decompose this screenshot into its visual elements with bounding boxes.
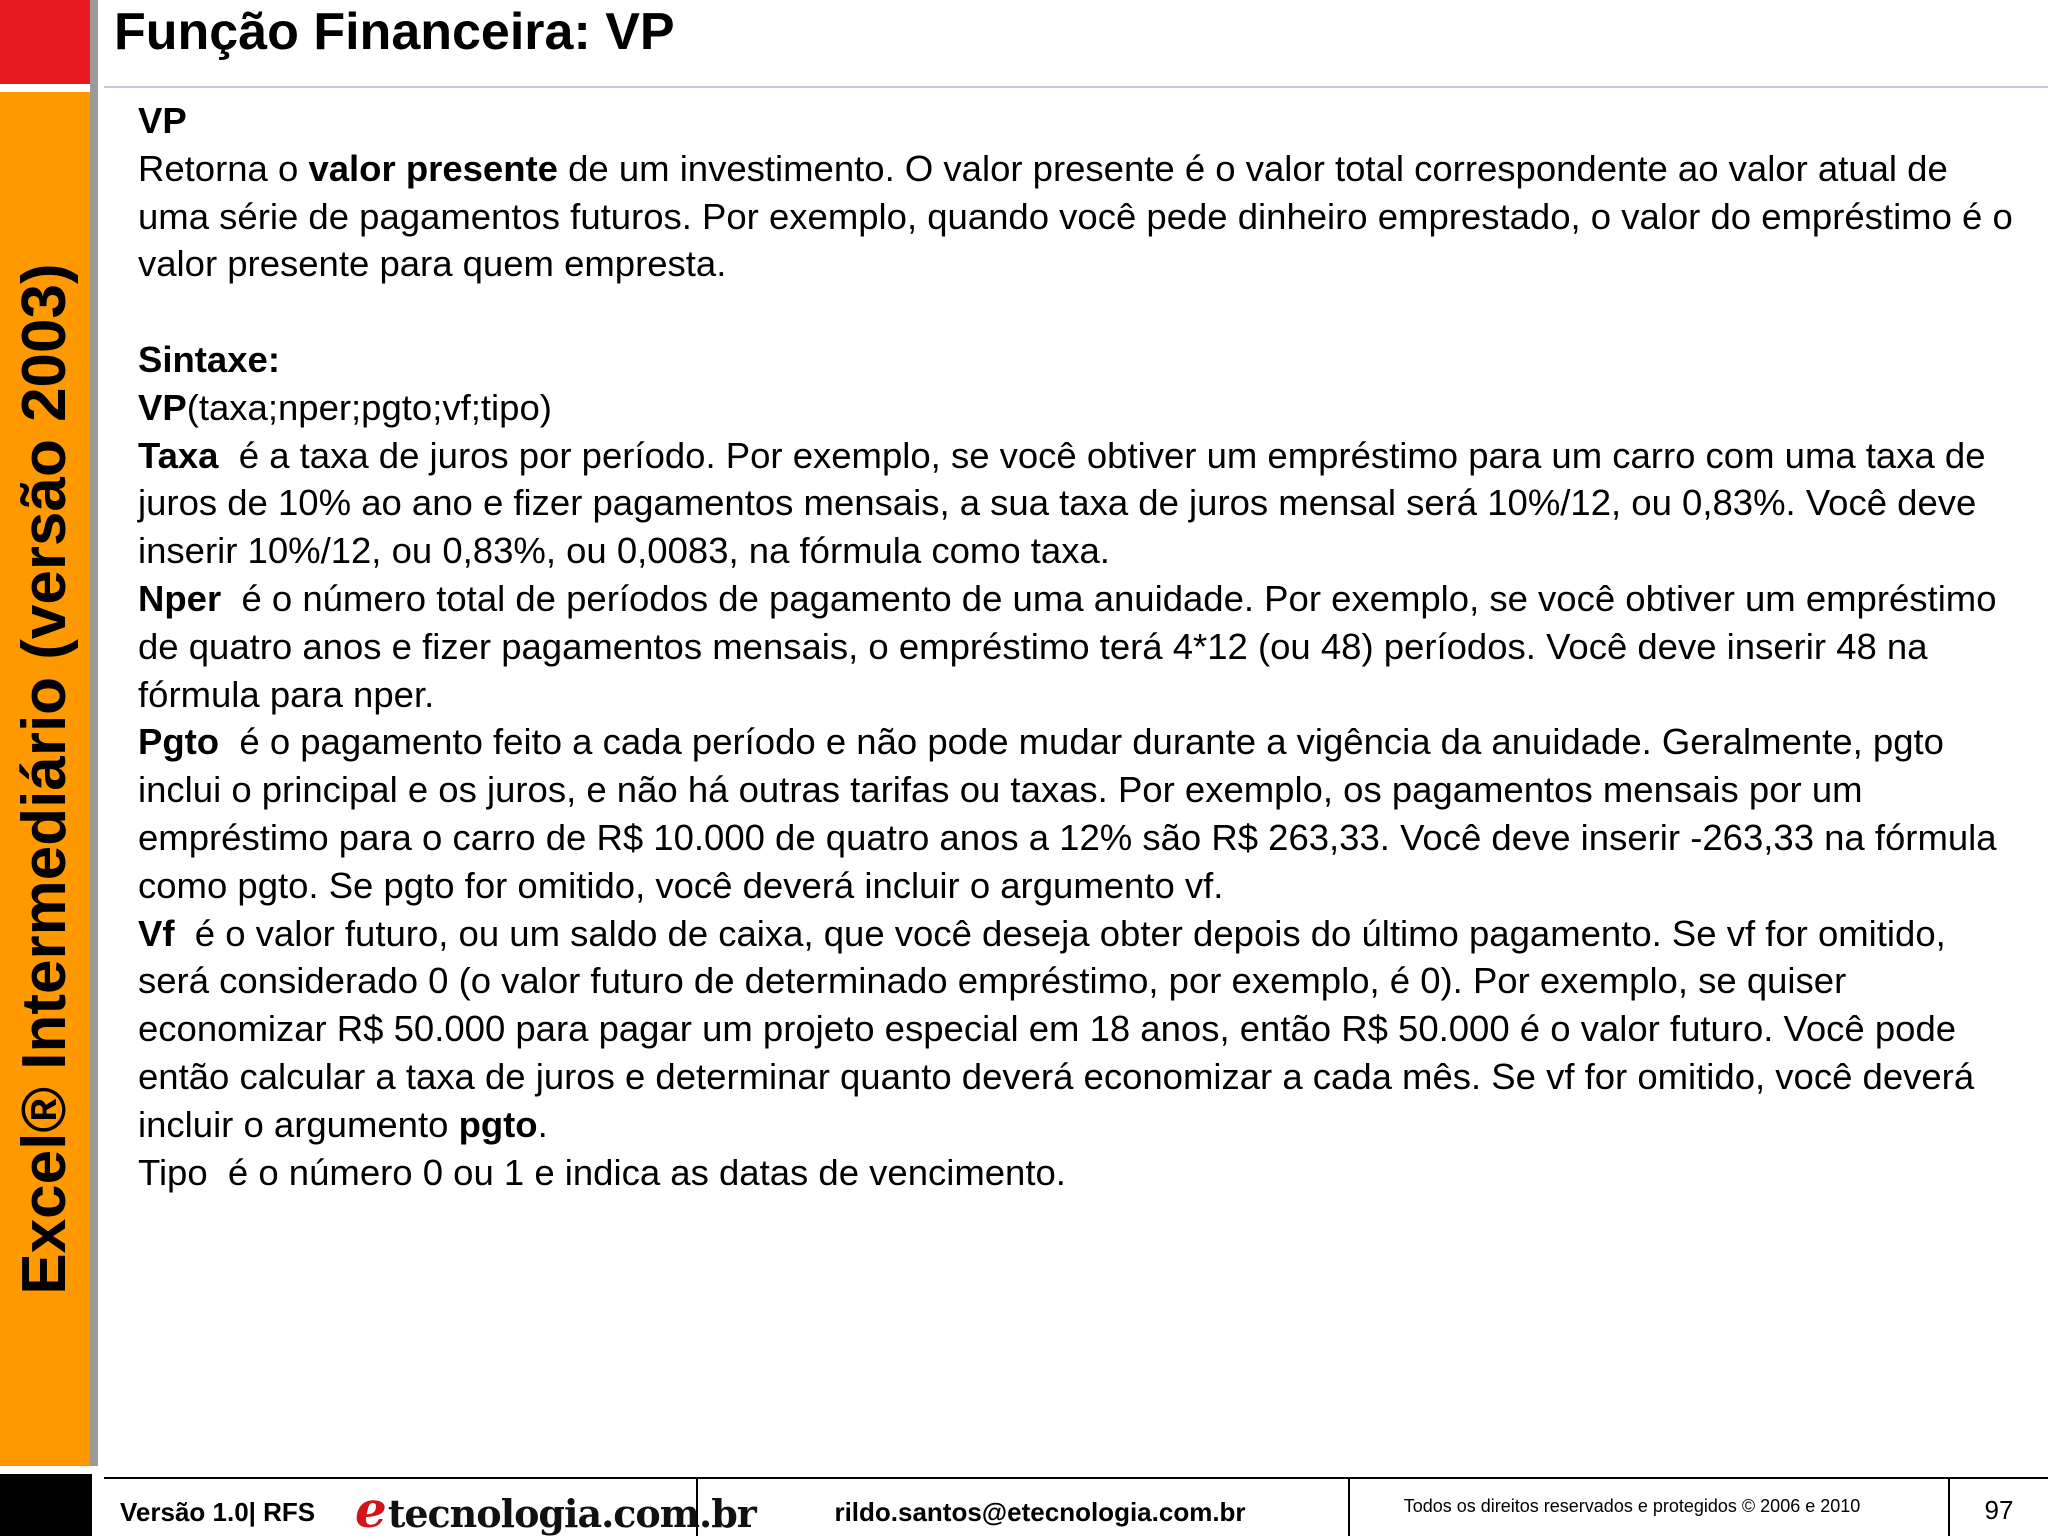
arg-taxa: Taxa é a taxa de juros por período. Por exemplo, se você obtiver um empréstimo para um carro com uma taxa de juros de 10% ao ano e fizer pagamentos mensais, a sua taxa de juros mensal será 10%/12, ou 0,83%. Você deve inserir 10%/12, ou 0,83%, ou 0,0083, na fórmula como taxa.	[138, 434, 1996, 572]
etecnologia-logo	[355, 1480, 756, 1539]
title-divider	[104, 86, 2048, 88]
arg-nper: Nper é o número total de períodos de pagamento de uma anuidade. Por exemplo, se você obtiver um empréstimo de quatro anos e fizer pagamentos mensais, o empréstimo terá 4*12 (ou 48) períodos. Você deve inserir 48 na fórmula para nper.	[138, 577, 2007, 715]
syntax-line: VP(taxa;nper;pgto;vf;tipo)	[138, 386, 552, 428]
spacer	[138, 288, 2018, 336]
footer-divider	[104, 1477, 2048, 1479]
page-number: 97	[1984, 1495, 2014, 1525]
syntax-heading: Sintaxe:	[138, 338, 280, 380]
sidebar-shadow	[90, 0, 98, 1466]
corner-red-block	[0, 0, 90, 84]
footer-email: rildo.santos@etecnologia.com.br	[834, 1497, 1246, 1527]
section-heading: VP	[138, 100, 187, 141]
logo-e: e	[355, 1480, 386, 1539]
sidebar-title: Excel® Intermediário (versão 2003)	[10, 263, 79, 1295]
footer-black-block	[0, 1474, 92, 1536]
page-title: Função Financeira: VP	[114, 3, 675, 61]
logo-text: tecnologia.com.br	[387, 1491, 756, 1536]
version-label: Versão 1.0| RFS	[120, 1497, 316, 1527]
arg-pgto: Pgto é o pagamento feito a cada período e não pode mudar durante a vigência da anuidade. Geralmente, pgto inclui o principal e os juros, e não há outras tarifas ou taxas. Por exemplo, os pagamentos mensais por um empréstimo para o carro de R$ 10.000 de quatro anos a 12% são R$ 263,33. Você deve inserir -263,33 na fórmula como pgto. Se pgto for omitido, você deverá incluir o argumento vf.	[138, 721, 2007, 906]
slide-body	[138, 97, 2018, 1196]
intro-paragraph: Retorna o valor presente de um investimento. O valor presente é o valor total correspondente ao valor atual de uma série de pagamentos futuros. Por exemplo, quando você pede dinheiro emprestado, o valor do empréstimo é o valor presente para quem empresta.	[138, 147, 2013, 285]
arg-vf: Vf é o valor futuro, ou um saldo de caixa, que você deseja obter depois do último pagamento. Se vf for omitido, será considerado 0 (o valor futuro de determinado empréstimo, por exemplo, é 0). Por exemplo, se quiser economizar R$ 50.000 para pagar um projeto especial em 18 anos, então R$ 50.000 é o valor futuro. Você pode então calcular a taxa de juros e determinar quanto deverá economizar a cada mês. Se vf for omitido, você deverá incluir o argumento pgto.	[138, 912, 1985, 1145]
arg-tipo: Tipo é o número 0 ou 1 e indica as datas de vencimento.	[138, 1151, 1066, 1193]
copyright-notice: Todos os direitos reservados e protegidos © 2006 e 2010	[1403, 1496, 1861, 1516]
